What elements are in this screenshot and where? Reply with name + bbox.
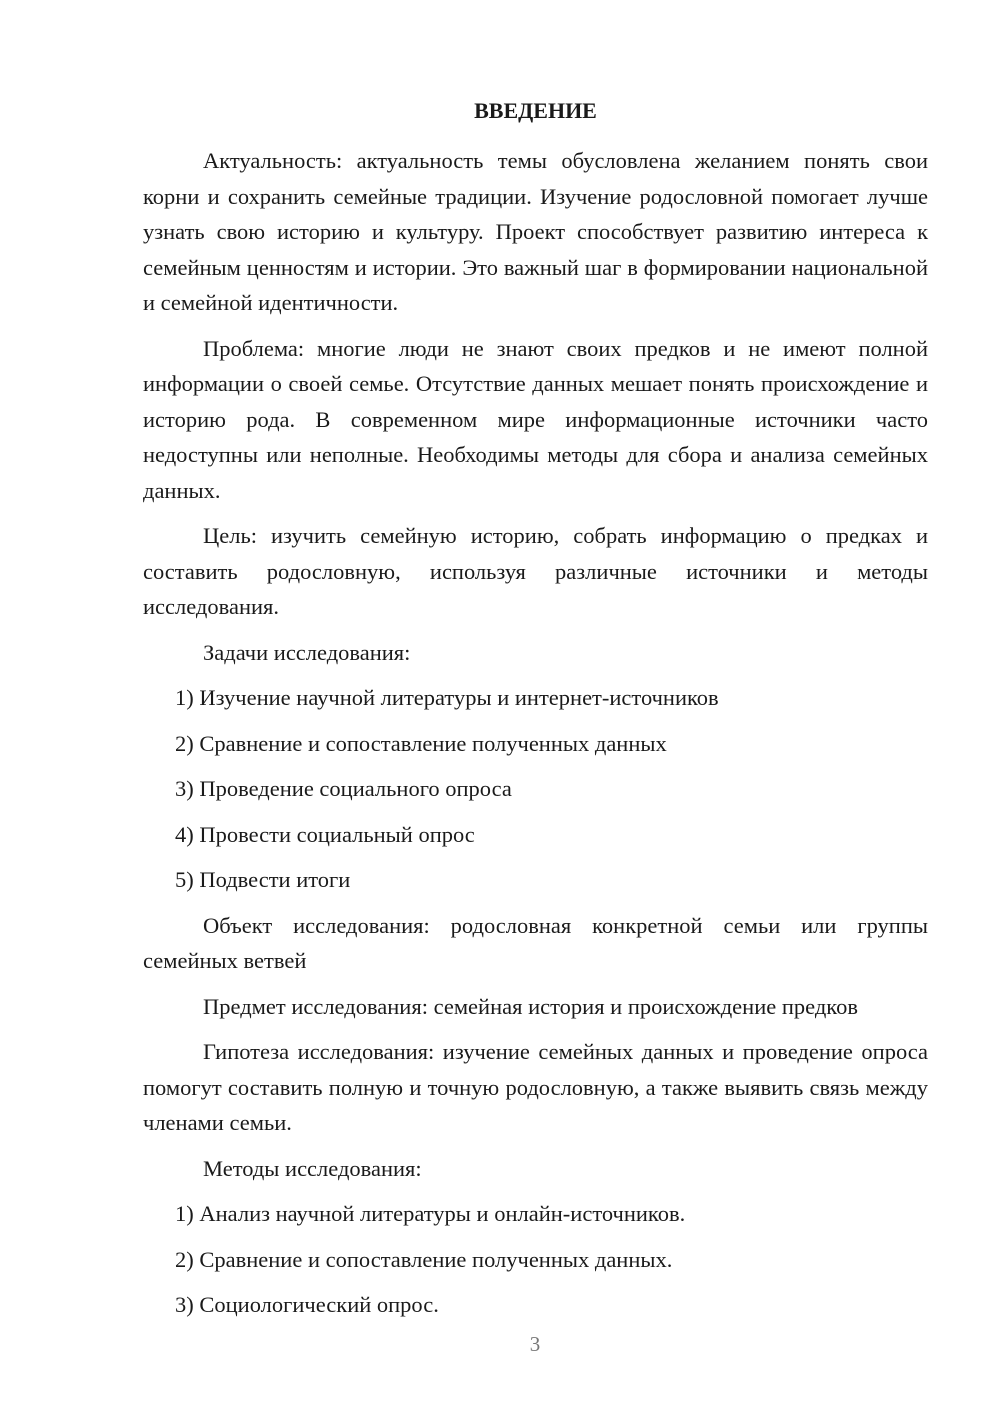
paragraph-subject: Предмет исследования: семейная история и происхождение предков — [203, 993, 858, 1019]
paragraph-hypothesis: Гипотеза исследования: изучение семейных данных и проведение опроса помогут составить полную и точную родословную, а также выявить связь между членами семьи. — [143, 1039, 928, 1135]
list-item: 5) Подвести итоги — [175, 867, 351, 892]
list-item: 2) Сравнение и сопоставление полученных данных — [175, 730, 667, 756]
page-number: 3 — [529, 1332, 541, 1356]
paragraph-goal: Цель: изучить семейную историю, собрать информацию о предках и составить родословную, используя различные источники и методы исследования. — [143, 523, 928, 619]
paragraph-problem: Проблема: многие люди не знают своих предков и не имеют полной информации о своей семье. Отсутствие данных мешает понять происхождение и историю рода. В современном мире информационные источники часто недоступны или неполные. Необходимы методы для сбора и анализа семейных данных. — [143, 335, 928, 503]
list-item: 2) Сравнение и сопоставление полученных данных. — [175, 1246, 673, 1272]
document-body — [143, 143, 928, 1333]
list-item: 3) Проведение социального опроса — [175, 776, 512, 801]
methods-list — [143, 1196, 928, 1323]
list-item: 3) Социологический опрос. — [175, 1292, 439, 1317]
tasks-heading: Задачи исследования: — [203, 639, 411, 665]
methods-heading: Методы исследования: — [203, 1155, 422, 1181]
paragraph-object: Объект исследования: родословная конкретной семьи или группы семейных ветвей — [143, 912, 928, 973]
paragraph-relevance: Актуальность: актуальность темы обусловлена желанием понять свои корни и сохранить семейные традиции. Изучение родословной помогает лучше узнать свою историю и культуру. Проект способствует развитию интереса к семейным ценностям и истории. Это важный шаг в формировании национальной и семейной идентичности. — [143, 148, 928, 315]
list-item: 1) Анализ научной литературы и онлайн-источников. — [175, 1201, 686, 1226]
list-item: 4) Провести социальный опрос — [175, 821, 475, 847]
tasks-list — [143, 680, 928, 898]
list-item: 1) Изучение научной литературы и интернет-источников — [175, 685, 719, 710]
page-title: ВВЕДЕНИЕ — [474, 98, 597, 123]
